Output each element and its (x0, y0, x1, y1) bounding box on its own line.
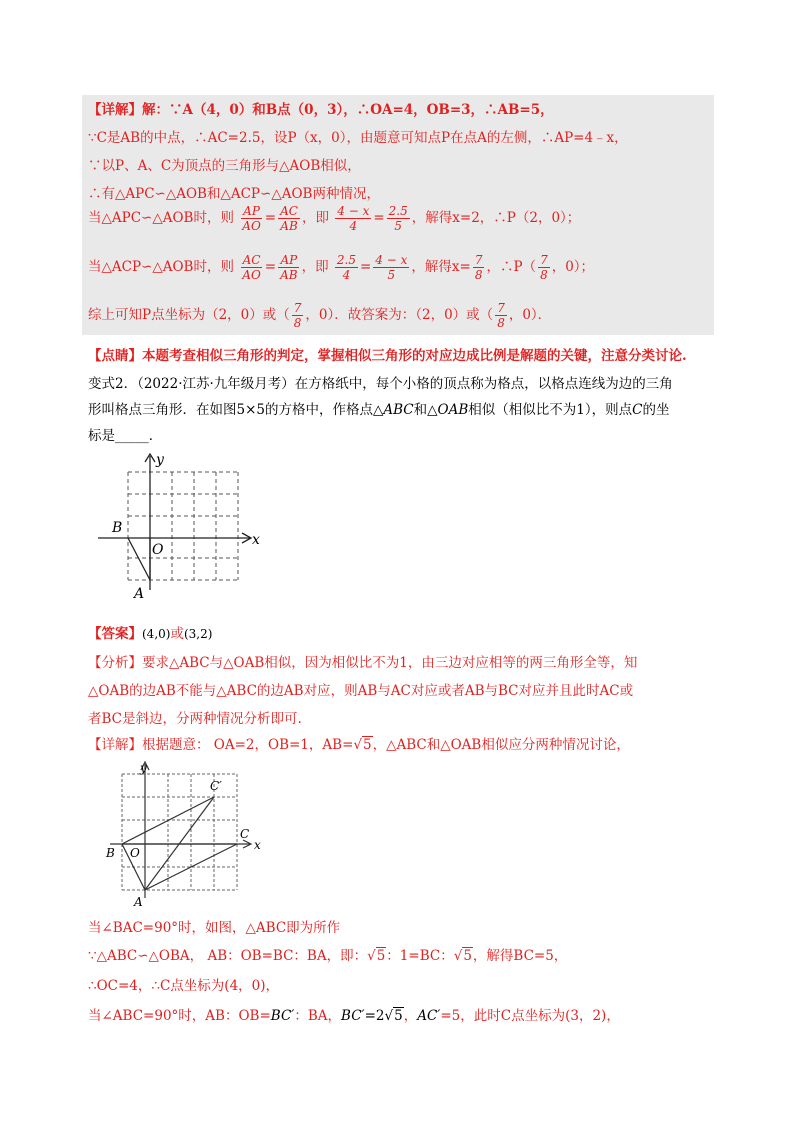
analysis-line-3: 者BC是斜边，分两种情况分析即可. (88, 711, 302, 727)
detail-line-1: 【详解】根据题意： OA=2，OB=1，AB=√5，△ABC和△OAB相似应分两种情况讨论， (88, 737, 630, 753)
fig1-a-label: A (134, 586, 145, 602)
fraction-7-8-d: $\frac{7}{8}$ (497, 301, 505, 330)
fig2-x-label: x (254, 838, 261, 852)
key-point-line: 【点睛】本题考查相似三角形的判定，掌握相似三角形的对应边成比例是解题的关键，注意分类讨论. (88, 348, 687, 364)
fraction-7-8-b: $\frac{7}{8}$ (540, 253, 548, 282)
case2-line-1: 当∠ABC=90°时，AB：OB=BC′：BA，BC′=2√5，AC′=5，此时C点坐标为(3，2)， (88, 1008, 620, 1024)
fig2-y-label: y (140, 761, 147, 775)
fraction-25-5: $\frac{2.5}{5}$ (388, 204, 408, 233)
fig2-a-label: A (134, 895, 143, 909)
fraction-4mx-5: $\frac{4 - x}{5}$ (375, 253, 408, 282)
fraction-ap-ab: $\frac{AP}{AB}$ (280, 253, 298, 282)
fig1-y-label: y (156, 452, 164, 468)
fraction-ap-ao: $\frac{AP}{AO}$ (242, 204, 261, 233)
sqrt5-c: √5 (384, 1008, 403, 1024)
fraction-ac-ab: $\frac{AC}{AB}$ (280, 204, 298, 233)
analysis-line-2: △OAB的边AB不能与△ABC的边AB对应，则AB与AC对应或者AB与BC对应并且此时AC或 (88, 683, 634, 699)
fig1-x-label: x (252, 532, 260, 548)
fig2-c-label: C (240, 827, 250, 841)
fraction-ac-ao: $\frac{AC}{AO}$ (242, 253, 261, 282)
solution-line-4: ∴有△APC∽△AOB和△ACP∽△AOB两种情况， (88, 186, 380, 202)
solution-line-7: 综上可知P点坐标为（2，0）或（ $\frac{7}{8}$ ，0）．故答案为：（2，0）或（ $\frac{7}{8}$ ，0）． (88, 301, 552, 330)
sqrt5: √5 (353, 737, 372, 753)
fig2-b-label: B (106, 846, 115, 860)
fraction-4mx-4: $\frac{4 - x}{4}$ (337, 204, 370, 233)
solution-line-1: 【详解】解：∵A（4，0）和B点（0，3），∴OA=4，OB=3，∴AB=5， (88, 102, 554, 118)
sqrt5-b: √5 (453, 948, 472, 964)
solution-line-6: 当△ACP∽△AOB时，则 $\frac{AC}{AO}$ = $\frac{AP}{AB}$ ，即 $\frac{2.5}{4}$ = $\frac{4 - x}{5}$ ，解得x= $\frac{7}{8}$ ，∴P（ $\frac{7}{8}$ ，0）； (88, 253, 595, 282)
solution-line-2: ∵C是AB的中点，∴AC=2.5，设P（x，0），由题意可知点P在点A的左侧，∴AP=4﹣x， (88, 130, 628, 146)
fig2-o-label: O (130, 846, 140, 860)
grid-figure-1 (90, 450, 270, 610)
case1-line-2: ∵△ABC∽△OBA， AB：OB=BC：BA，即：√5：1=BC：√5，解得BC=5， (88, 948, 568, 964)
solution-line-3: ∵以P、A、C为顶点的三角形与△AOB相似， (88, 158, 361, 174)
solution-line-5: 当△APC∽△AOB时，则 $\frac{AP}{AO}$ = $\frac{AC}{AB}$ ，即 $\frac{4 - x}{4}$ = $\frac{2.5}{5}$ ，解得x=2，∴P（2，0）； (88, 204, 581, 233)
fraction-7-8-a: $\frac{7}{8}$ (474, 253, 483, 282)
fig1-o-label: O (152, 542, 164, 558)
answer-line: 【答案】(4,0)或(3,2) (88, 626, 213, 642)
fig2-cprime-label: C′ (210, 779, 222, 793)
case1-line-3: ∴OC=4，∴C点坐标为(4，0)， (88, 978, 280, 994)
variant-line-3: 标是_____． (88, 428, 163, 444)
fraction-25-4: $\frac{2.5}{4}$ (336, 253, 356, 282)
case1-line-1: 当∠BAC=90°时，如图，△ABC即为所作 (88, 920, 341, 936)
fraction-7-8-c: $\frac{7}{8}$ (293, 301, 302, 330)
sqrt5-a: √5 (367, 948, 386, 964)
grid-figure-2 (100, 760, 280, 910)
variant-line-2: 形叫格点三角形．在如图5×5的方格中，作格点△ABC和△OAB相似（相似比不为1），则点C的坐 (88, 402, 670, 418)
variant-line-1: 变式2．（2022·江苏·九年级月考）在方格纸中，每个小格的顶点称为格点，以格点连线为边的三角 (88, 376, 673, 392)
fig1-b-label: B (112, 520, 123, 536)
analysis-line-1: 【分析】要求△ABC与△OAB相似，因为相似比不为1，由三边对应相等的两三角形全等，知 (88, 655, 638, 671)
